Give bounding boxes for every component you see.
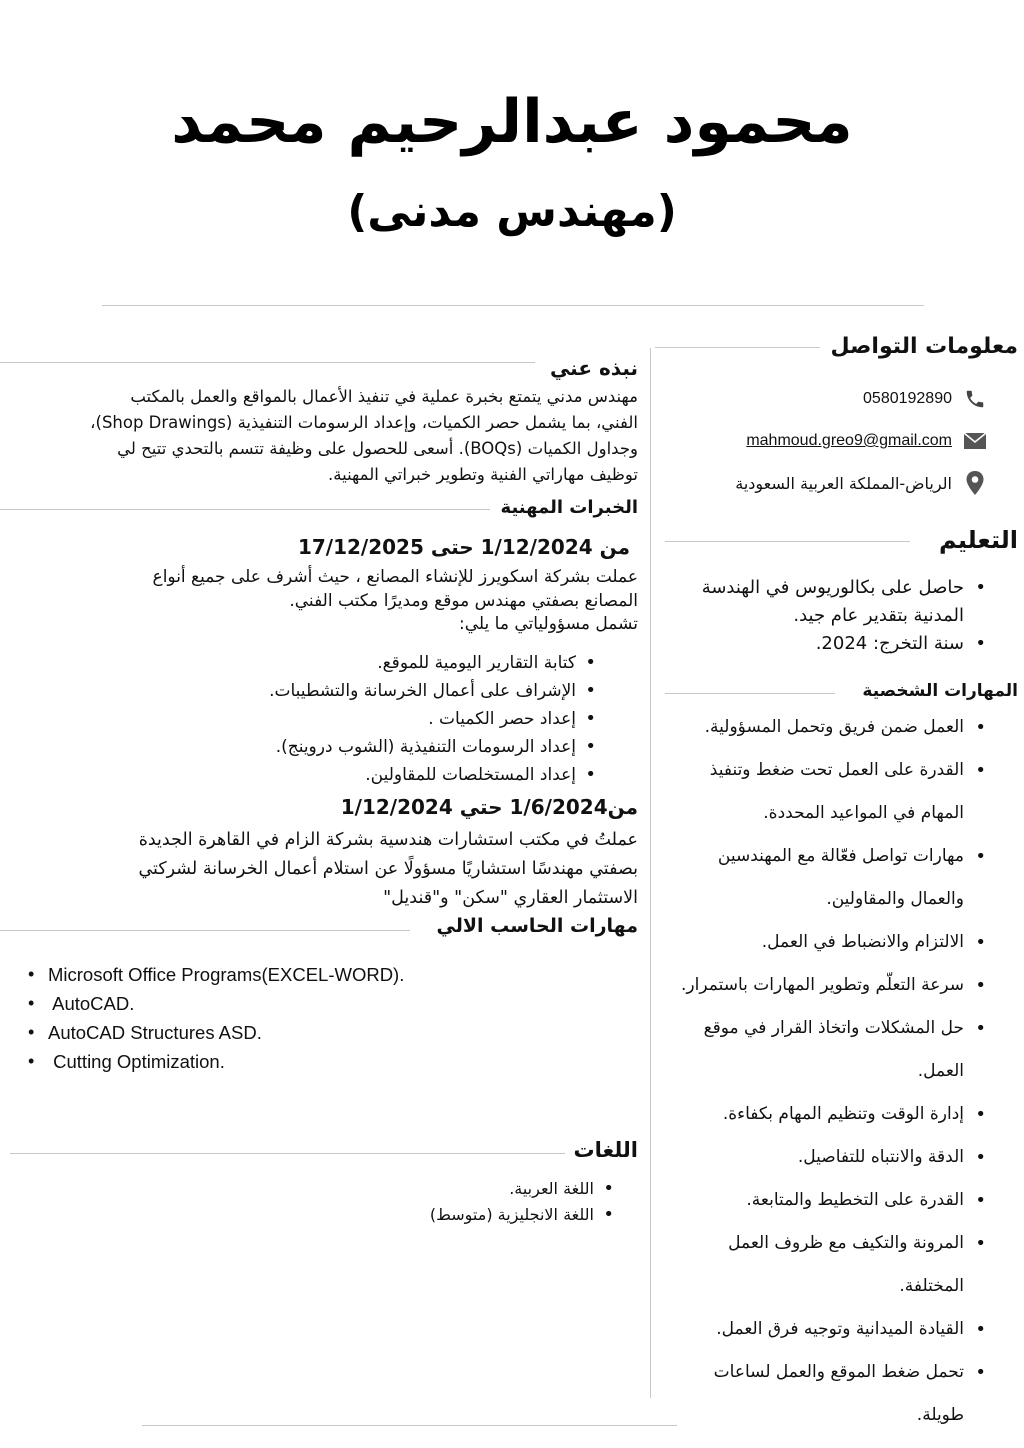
contact-heading-line — [655, 347, 820, 348]
list-item: • حل المشكلات واتخاذ القرار في موقع — [648, 1007, 988, 1050]
text-line: بصفتي مهندسًا استشاريًا مسؤولًا عن استلام أعمال الخرسانة لشركتي — [138, 859, 638, 879]
list-item: المهام في المواعيد المحددة. — [763, 803, 964, 823]
languages-heading-line — [10, 1153, 565, 1154]
computer-skills-list — [22, 960, 542, 1076]
location-pin-icon — [962, 470, 988, 496]
list-item: • القدرة على العمل تحت ضغط وتنفيذ — [648, 749, 988, 792]
footer-divider — [142, 1425, 677, 1426]
phone-icon — [962, 386, 988, 412]
envelope-icon — [962, 428, 988, 454]
job-title: (مهندس مدنى) — [347, 186, 677, 237]
contact-heading: معلومات التواصل — [830, 334, 1018, 359]
text-line: عملتُ في مكتب استشارات هندسية بشركة الزام في القاهرة الجديدة — [138, 830, 638, 850]
list-item: • القدرة على التخطيط والمتابعة. — [648, 1179, 988, 1222]
list-item: • القيادة الميدانية وتوجيه فرق العمل. — [648, 1308, 988, 1351]
list-item: • مهارات تواصل فعّالة مع المهندسين — [648, 835, 988, 878]
text-line: تشمل مسؤولياتي ما يلي: — [458, 614, 638, 634]
list-item: والعمال والمقاولين. — [826, 889, 964, 909]
list-item: • Microsoft Office Programs(EXCEL-WORD). — [22, 960, 542, 989]
list-item: • AutoCAD Structures ASD. — [22, 1018, 542, 1047]
list-item: • الدقة والانتباه للتفاصيل. — [648, 1136, 988, 1179]
education-list — [658, 574, 988, 658]
list-item: • المرونة والتكيف مع ظروف العمل — [648, 1222, 988, 1265]
education-heading-line — [665, 541, 910, 542]
languages-list — [316, 1176, 616, 1228]
phone-number[interactable]: 0580192890 — [863, 390, 952, 407]
languages-heading: اللغات — [573, 1138, 638, 1162]
list-item: • اللغة الانجليزية (متوسط) — [316, 1202, 616, 1228]
text-line: المصانع بصفتي مهندس موقع ومديرًا مكتب الفني. — [289, 590, 638, 611]
computer-heading: مهارات الحاسب الالي — [436, 915, 638, 937]
about-heading-line — [0, 362, 535, 363]
skills-list — [648, 706, 988, 1437]
about-heading: نبذه عني — [549, 356, 638, 380]
skills-heading: المهارات الشخصية — [862, 681, 1018, 701]
job2-date: من1/6/2024 حتي 1/12/2024 — [340, 795, 638, 819]
list-item: • Cutting Optimization. — [22, 1047, 542, 1076]
list-item: • العمل ضمن فريق وتحمل المسؤولية. — [648, 706, 988, 749]
text-line: الفني، بما يشمل حصر الكميات، وإعداد الرسومات التنفيذية (Shop Drawings)، — [90, 413, 638, 432]
list-item: • سرعة التعلّم وتطوير المهارات باستمرار. — [648, 964, 988, 1007]
text-line: توظيف مهاراتي الفنية وتطوير خبراتي المهنية. — [328, 465, 638, 484]
education-heading: التعليم — [939, 526, 1018, 554]
list-item: المختلفة. — [899, 1276, 964, 1296]
list-item: • إعداد حصر الكميات . — [244, 705, 604, 733]
computer-heading-line — [0, 930, 410, 931]
list-item: • كتابة التقارير اليومية للموقع. — [244, 649, 604, 677]
list-item: • إعداد الرسومات التنفيذية (الشوب دروينج). — [244, 733, 604, 761]
contact-email-row — [648, 426, 988, 456]
list-item: • الإشراف على أعمال الخرسانة والتشطيبات. — [244, 677, 604, 705]
text-line: الاستثمار العقاري "سكن" و"قنديل" — [383, 888, 638, 908]
contact-phone-row — [648, 384, 988, 414]
list-item: • تحمل ضغط الموقع والعمل لساعات — [648, 1351, 988, 1394]
job2-description — [0, 826, 638, 913]
list-item: • حاصل على بكالوريوس في الهندسة المدنية بتقدير عام جيد. — [658, 574, 988, 630]
list-item: • اللغة العربية. — [316, 1176, 616, 1202]
header-divider — [102, 305, 924, 306]
email-link[interactable]: mahmoud.greo9@gmail.com — [746, 432, 952, 449]
text-line: عملت بشركة اسكويرز للإنشاء المصانع ، حيث أشرف على جميع أنواع — [152, 567, 638, 587]
about-text — [0, 384, 638, 488]
list-item: • سنة التخرج: 2024. — [658, 630, 988, 658]
list-item: العمل. — [917, 1061, 964, 1081]
resume-name: محمود عبدالرحيم محمد — [171, 87, 853, 157]
experience-heading: الخبرات المهنية — [500, 497, 638, 518]
job1-description — [0, 566, 638, 637]
list-item: • الالتزام والانضباط في العمل. — [648, 921, 988, 964]
list-item: • AutoCAD. — [22, 989, 542, 1018]
job1-tasks-list — [244, 649, 604, 789]
list-item: طويلة. — [916, 1405, 964, 1425]
contact-location-row — [648, 468, 988, 498]
list-item: • إعداد المستخلصات للمقاولين. — [244, 761, 604, 789]
list-item: • إدارة الوقت وتنظيم المهام بكفاءة. — [648, 1093, 988, 1136]
job1-date: من 1/12/2024 حتى 17/12/2025 — [297, 535, 630, 559]
location-text: الرياض-المملكة العربية السعودية — [735, 473, 952, 493]
text-line: مهندس مدني يتمتع بخبرة عملية في تنفيذ الأعمال بالمواقع والعمل بالمكتب — [130, 387, 638, 406]
skills-heading-line — [665, 693, 835, 694]
text-line: وجداول الكميات (BOQs). أسعى للحصول على وظيفة تتسم بالتحدي تتيح لي — [117, 439, 638, 458]
experience-heading-line — [0, 509, 490, 510]
